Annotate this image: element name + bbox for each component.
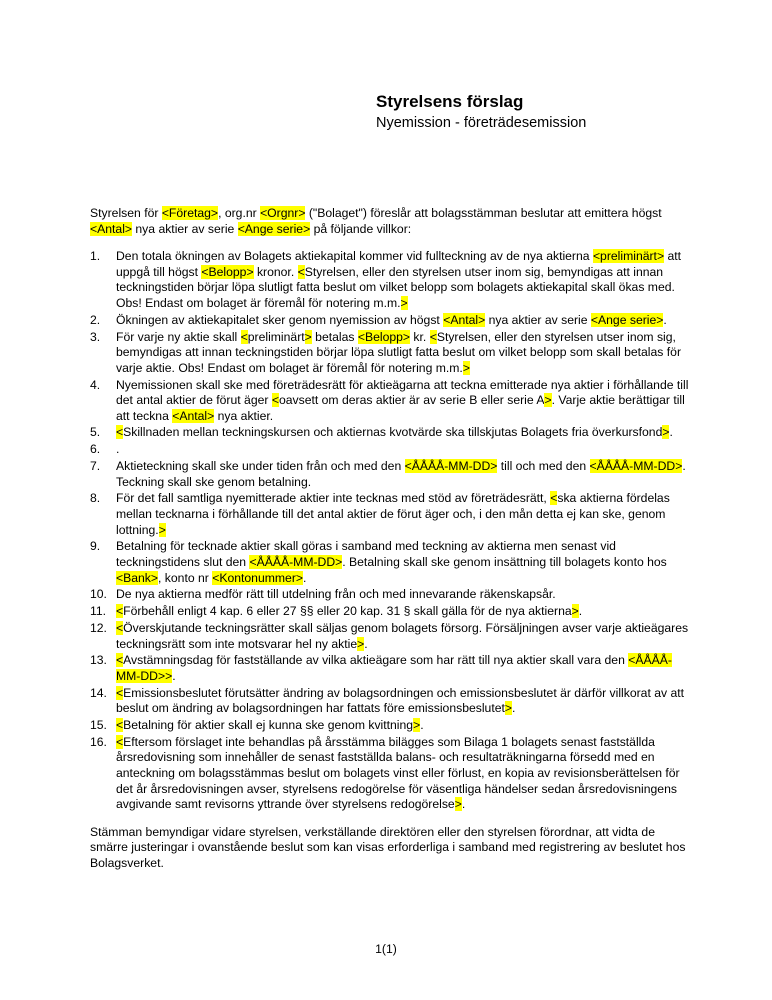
placeholder-highlight: < xyxy=(116,685,124,700)
list-item-number: 10. xyxy=(90,587,107,602)
list-item xyxy=(90,735,690,813)
title-block xyxy=(376,92,586,132)
placeholder-highlight: > xyxy=(357,636,365,651)
list-item xyxy=(90,313,690,329)
list-item-number: 5. xyxy=(90,425,101,440)
placeholder-highlight: < xyxy=(116,653,124,668)
placeholder-highlight: <Antal> xyxy=(90,221,133,236)
placeholder-highlight: > xyxy=(413,718,421,733)
placeholder-highlight: < xyxy=(429,329,437,344)
list-item-number: 3. xyxy=(90,329,101,344)
placeholder-highlight: <Belopp> xyxy=(357,329,411,344)
placeholder-highlight: <Företag> xyxy=(161,206,219,220)
placeholder-highlight: < xyxy=(271,393,279,408)
placeholder-highlight: <ÅÅÅÅ-MM-DD> xyxy=(589,459,683,474)
list-item-text: Aktieteckning skall ske under tiden från och med den <ÅÅÅÅ-MM-DD> till och med den <ÅÅÅÅ-MM-DD>. Teckning skall ske genom betalning. xyxy=(116,459,686,489)
intro-paragraph: Styrelsen för <Företag>, org.nr <Orgnr> ("Bolaget") föreslår att bolagsstämman beslutar att emittera högst <Antal> nya aktier av serie <Ange serie> på följande villkor: xyxy=(90,206,662,236)
closing-paragraph: Stämman bemyndigar vidare styrelsen, verkställande direktören eller den styrelsen förordnar, att vidta de smärre justeringar i ovanstående beslut som kan visas erforderliga i samband med registrering av beslutet hos Bolagsverket. xyxy=(90,824,686,870)
list-item-number: 8. xyxy=(90,491,101,506)
placeholder-highlight: <preliminärt> xyxy=(592,249,665,264)
list-item-number: 6. xyxy=(90,442,101,457)
list-item xyxy=(90,686,690,717)
page-number: 1(1) xyxy=(375,942,397,956)
list-item-text: <Förbehåll enligt 4 kap. 6 eller 27 §§ eller 20 kap. 31 § skall gälla för de nya aktierna>. xyxy=(116,604,583,619)
list-item-text: För det fall samtliga nyemitterade aktier inte tecknas med stöd av företrädesrätt, <ska aktierna fördelas mellan tecknarna i förhållande till det antal aktier de förut äger och, i den mån detta ej kan ske, genom lottning.> xyxy=(116,491,670,537)
placeholder-highlight: <ÅÅÅÅ-MM-DD> xyxy=(249,554,343,569)
list-item-number: 9. xyxy=(90,539,101,554)
list-item-text: <Eftersom förslaget inte behandlas på årsstämma bilägges som Bilaga 1 bolagets senast fastställda årsredovisning som innehåller de senast fastställda balans- och resultaträkningarna försedd med en anteckning om bolagsstämmas beslut om bolagets vinst eller förlust, en kopia av revisionsberättelsen för det år årsredovisningen avser, styrelsens redogörelse för väsentliga händelser sedan årsredovisningens avgivande samt revisorns yttrande över styrelsens redogörelse>. xyxy=(116,734,680,812)
placeholder-highlight: < xyxy=(116,620,124,635)
placeholder-highlight: <Orgnr> xyxy=(260,206,306,220)
document-body xyxy=(90,206,690,872)
placeholder-highlight: <ÅÅÅÅ-MM-DD> xyxy=(404,459,498,474)
list-item xyxy=(90,442,690,458)
list-item xyxy=(90,491,690,538)
placeholder-highlight: > xyxy=(571,604,579,619)
list-item xyxy=(90,653,690,684)
list-item xyxy=(90,330,690,377)
placeholder-highlight: > xyxy=(400,295,408,310)
list-item-number: 12. xyxy=(90,620,107,635)
list-item-text: De nya aktierna medför rätt till utdelning från och med innevarande räkenskapsår. xyxy=(116,587,556,602)
list-item-text: <Avstämningsdag för fastställande av vilka aktieägare som har rätt till nya aktier skall vara den <ÅÅÅÅ-MM-DD>>. xyxy=(116,653,672,683)
list-item-text: Den totala ökningen av Bolagets aktiekapital kommer vid fullteckning av de nya aktierna <preliminärt> att uppgå till högst <Belopp> kronor. <Styrelsen, eller den styrelsen utser inom sig, bemyndigas att innan teckningstiden börjar löpa slutligt fatta beslut om vilket belopp som bolagets aktiekapital skall ökas med. Obs! Endast om bolaget är föremål för notering m.m.> xyxy=(116,249,682,310)
page-title: Styrelsens förslag xyxy=(376,92,524,111)
placeholder-highlight: <Bank> xyxy=(116,570,159,585)
placeholder-highlight: < xyxy=(116,425,124,440)
list-item xyxy=(90,587,690,603)
list-item-number: 14. xyxy=(90,685,107,700)
list-item-number: 15. xyxy=(90,718,107,733)
list-item-number: 7. xyxy=(90,459,101,474)
list-item-text: Betalning för tecknade aktier skall göras i samband med teckning av aktierna men senast vid teckningstidens slut den <ÅÅÅÅ-MM-DD>. Betalning skall ske genom insättning till bolagets konto hos <Bank>, konto nr <Kontonummer>. xyxy=(116,539,667,585)
placeholder-highlight: <Ange serie> xyxy=(590,312,664,327)
placeholder-highlight: <Kontonummer> xyxy=(212,570,304,585)
placeholder-highlight: > xyxy=(662,425,670,440)
list-item-text: <Emissionsbeslutet förutsätter ändring av bolagsordningen och emissionsbeslutet är därför villkorat av att beslut om ändring av bolagsordningen har fattats före emissionsbeslutet>. xyxy=(116,685,685,716)
list-item-text: . xyxy=(116,442,120,457)
conditions-list xyxy=(90,249,690,813)
placeholder-highlight: < xyxy=(297,264,305,279)
placeholder-highlight: < xyxy=(240,329,248,344)
list-item-text: Nyemissionen skall ske med företrädesrätt för aktieägarna att teckna emitterade nya aktier i förhållande till det antal aktier de förut äger <oavsett om deras aktier är av serie B eller serie A>. Varje aktie berättigar till att teckna <Antal> nya aktier. xyxy=(116,377,689,423)
placeholder-highlight: <Belopp> xyxy=(201,264,254,279)
list-item xyxy=(90,539,690,586)
list-item xyxy=(90,718,690,734)
placeholder-highlight: <Antal> xyxy=(443,312,486,327)
placeholder-highlight: <Ange serie> xyxy=(237,221,311,236)
list-item xyxy=(90,459,690,490)
list-item-text: <Överskjutande teckningsrätter skall säljas genom bolagets försorg. Försäljningen avser varje aktieägares teckningsrätt som inte motsvarar hel ny aktie>. xyxy=(116,620,689,651)
placeholder-highlight: < xyxy=(116,718,124,733)
list-item xyxy=(90,378,690,425)
list-item-number: 2. xyxy=(90,312,101,327)
placeholder-highlight: > xyxy=(304,329,312,344)
list-item-text: Ökningen av aktiekapitalet sker genom nyemission av högst <Antal> nya aktier av serie <Ange serie>. xyxy=(116,312,667,327)
placeholder-highlight: < xyxy=(550,491,558,506)
placeholder-highlight: < xyxy=(116,604,124,619)
placeholder-highlight: > xyxy=(462,360,470,375)
list-item xyxy=(90,425,690,441)
placeholder-highlight: > xyxy=(504,701,513,716)
page-subtitle: Nyemission - företrädesemission xyxy=(376,115,587,131)
placeholder-highlight: > xyxy=(158,522,166,537)
list-item xyxy=(90,249,690,311)
placeholder-highlight: <Antal> xyxy=(172,408,215,423)
list-item-number: 16. xyxy=(90,734,107,749)
list-item-number: 13. xyxy=(90,653,107,668)
list-item xyxy=(90,621,690,652)
placeholder-highlight: > xyxy=(454,797,462,812)
placeholder-highlight: > xyxy=(544,393,552,408)
list-item-number: 1. xyxy=(90,249,101,264)
list-item-text: <Skillnaden mellan teckningskursen och aktiernas kvotvärde ska tillskjutas Bolagets fria överkursfond>. xyxy=(116,425,673,440)
placeholder-highlight: <ÅÅÅÅ-MM-DD>> xyxy=(116,653,672,683)
placeholder-highlight: < xyxy=(116,734,124,749)
list-item-text: För varje ny aktie skall <preliminärt> betalas <Belopp> kr. <Styrelsen, eller den styrelsen utser inom sig, bemyndigas att innan teckningstiden börjar löpa slutligt fatta beslut om vilket belopp som skall betalas för varje aktie. Obs! Endast om bolaget är föremål för notering m.m.> xyxy=(116,329,681,375)
list-item-text: <Betalning för aktier skall ej kunna ske genom kvittning>. xyxy=(116,718,424,733)
list-item-number: 4. xyxy=(90,377,101,392)
list-item-number: 11. xyxy=(90,604,107,619)
list-item xyxy=(90,604,690,620)
